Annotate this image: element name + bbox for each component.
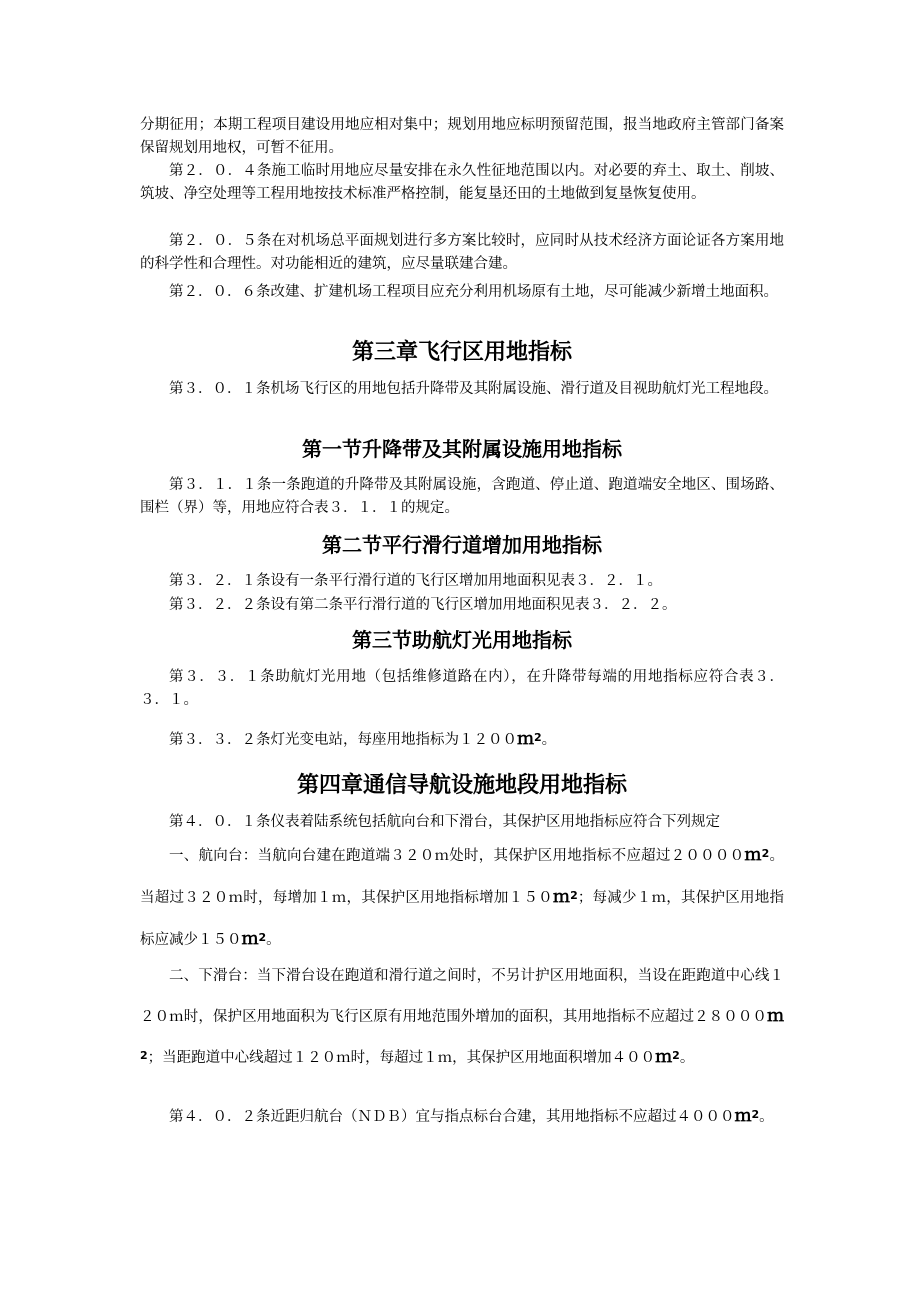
chapter-4-heading: 第四章通信导航设施地段用地指标 xyxy=(296,773,627,798)
square-meter-unit: ｍ$^2$ xyxy=(655,1047,680,1067)
square-meter-unit: ｍ$^2$ xyxy=(140,1006,784,1062)
paragraph-3-3-2: 第３．３．２条灯光变电站，每座用地指标为１２００ｍ$^2$。 xyxy=(169,729,557,749)
square-meter-unit: ｍ$^2$ xyxy=(552,887,578,907)
paragraph-3-2-1: 第３．２．１条设有一条平行滑行道的飞行区增加用地面积见表３．２．１。 xyxy=(169,573,662,589)
paragraph-3-3-2-text: 第３．３．２条灯光变电站，每座用地指标为１２００ xyxy=(169,732,517,748)
paragraph-3-2-2: 第３．２．２条设有第二条平行滑行道的飞行区增加用地面积见表３．２．２。 xyxy=(169,597,677,613)
section-3-heading: 第三节助航灯光用地指标 xyxy=(352,628,572,652)
chapter-3-heading: 第三章飞行区用地指标 xyxy=(351,340,572,365)
paragraph-3-1-1: 第３．１．１条一条跑道的升降带及其附属设施，含跑道、停止道、跑道端安全地区、围场路、围栏（界）等，用地应符合表３．１．１的规定。 xyxy=(140,477,784,516)
paragraph-4-0-1-glide-slope: 二、下滑台：当下滑台设在跑道和滑行道之间时，不另计护区用地面积，当设在距跑道中心线１２０ｍ时，保护区用地面积为飞行区原有用地范围外增加的面积，其用地指标不应超过２８０００ｍ$^2$；当距跑道中心线超过１２０ｍ时，每超过１ｍ，其保护区用地面积增加４００ｍ$^2$。 xyxy=(140,968,784,1067)
paragraph-3-3-1: 第３．３．１条助航灯光用地（包括维修道路在内），在升降带每端的用地指标应符合表３．３．１。 xyxy=(140,669,784,708)
paragraph-4-0-1-localizer: 一、航向台：当航向台建在跑道端３２０ｍ处时，其保护区用地指标不应超过２００００ｍ$^2$。当超过３２０ｍ时，每增加１ｍ，其保护区用地指标增加１５０ｍ$^2$；每减少１ｍ，其保护区用地指标应减少１５０ｍ$^2$。 xyxy=(140,845,785,949)
paragraph-4-0-2: 第４．０．２条近距归航台（ＮＤＢ）宜与指点标台合建，其用地指标不应超过４０００ｍ$^2$。 xyxy=(169,1106,774,1126)
square-meter-unit: ｍ$^2$ xyxy=(241,929,267,949)
square-meter-unit: ｍ$^2$ xyxy=(517,729,542,749)
square-meter-unit: ｍ$^2$ xyxy=(744,845,770,865)
square-meter-unit: ｍ$^2$ xyxy=(734,1106,760,1126)
paragraph-4-0-1: 第４．０．１条仪表着陆系统包括航向台和下滑台，其保护区用地指标应符合下列规定 xyxy=(169,814,720,830)
paragraph-2-0-4: 第２．０．４条施工临时用地应尽量安排在永久性征地范围以内。对必要的弃土、取土、削坡、筑坡、净空处理等工程用地按技术标准严格控制，能复垦还田的土地做到复垦恢复使用。 xyxy=(140,163,784,202)
paragraph-2-0-6: 第２．０．６条改建、扩建机场工程项目应充分利用机场原有土地，尽可能减少新增土地面积。 xyxy=(169,284,778,300)
paragraph-2-0-5: 第２．０．５条在对机场总平面规划进行多方案比较时，应同时从技术经济方面论证各方案用地的科学性和合理性。对功能相近的建筑，应尽量联建合建。 xyxy=(140,233,784,272)
paragraph-carryover: 分期征用；本期工程项目建设用地应相对集中；规划用地应标明预留范围，报当地政府主管部门备案保留规划用地权，可暂不征用。 xyxy=(140,117,784,156)
paragraph-3-0-1: 第３．０．１条机场飞行区的用地包括升降带及其附属设施、滑行道及目视助航灯光工程地段。 xyxy=(169,381,778,397)
section-2-heading: 第二节平行滑行道增加用地指标 xyxy=(322,533,602,557)
section-1-heading: 第一节升降带及其附属设施用地指标 xyxy=(302,437,622,461)
